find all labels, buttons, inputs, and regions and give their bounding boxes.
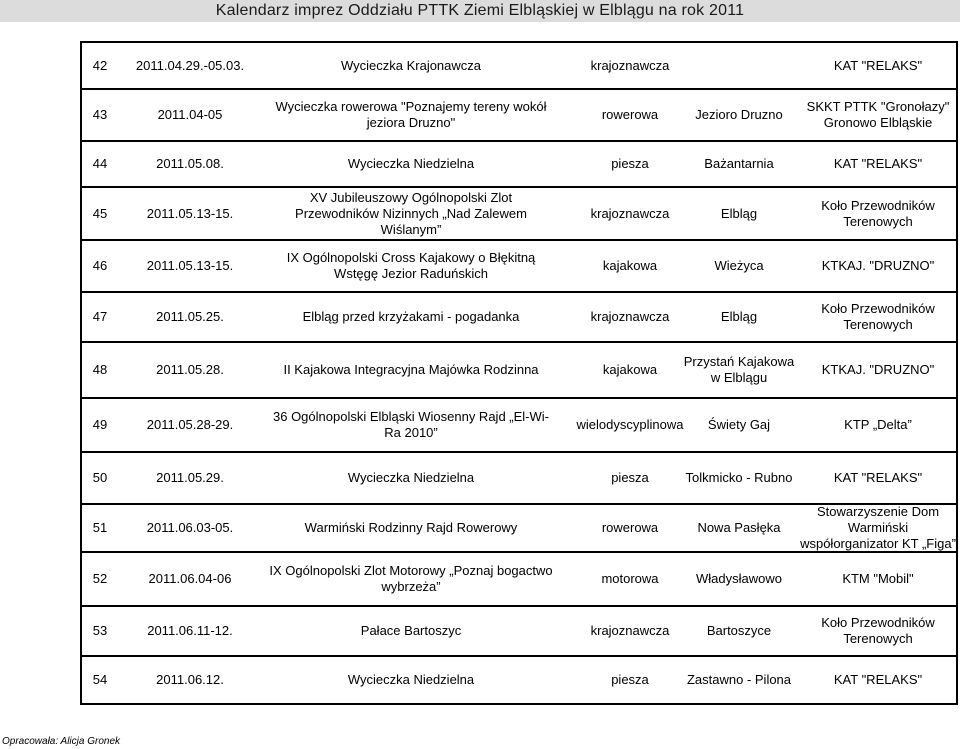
event-name: Wycieczka Niedzielna [347,470,475,485]
event-date: 2011.06.11-12. [147,623,233,638]
event-organizer: KTKAJ. "DRUZNO" [821,362,935,377]
event-organizer: KAT "RELAKS" [833,156,923,171]
event-number: 43 [92,107,108,122]
event-type: motorowa [601,571,659,586]
event-name: IX Ogólnopolski Zlot Motorowy „Poznaj bogactwo wybrzeża” [269,563,553,594]
event-number: 49 [92,417,108,432]
event-date: 2011.06.04-06 [148,571,232,586]
events-table [80,42,958,704]
event-organizer: Koło Przewodników Terenowych [821,197,935,229]
event-place: Elbląg [720,309,758,324]
event-number: 45 [92,205,108,221]
event-name: Warmiński Rodzinny Rajd Rowerowy [304,520,518,535]
event-name: Wycieczka Niedzielna [347,156,475,171]
event-name: Wycieczka Niedzielna [347,672,475,687]
event-place: Jezioro Druzno [695,107,783,122]
event-type: krajoznawcza [590,623,670,638]
event-type: piesza [611,672,649,687]
event-name: Pałace Bartoszyc [360,623,462,638]
event-place: Nowa Pasłęka [697,520,781,535]
event-date: 2011.05.29. [156,470,224,485]
event-type: krajoznawcza [590,205,670,221]
event-organizer: KTP „Delta” [844,417,912,432]
event-type: kajakowa [602,362,658,377]
event-type: krajoznawcza [590,309,670,324]
event-type: kajakowa [602,258,658,273]
event-type: wielodyscyplinowa [576,417,684,432]
event-place: Elbląg [720,205,758,221]
event-date: 2011.06.03-05. [146,520,234,535]
event-number: 46 [92,258,108,273]
event-type: rowerowa [601,520,659,535]
event-date: 2011.05.28. [156,362,224,377]
event-date: 2011.04-05 [157,107,223,122]
event-number: 51 [92,520,108,535]
event-name: Wycieczka Krajonawcza [340,57,482,73]
event-name: IX Ogólnopolski Cross Kajakowy o Błękitną Wstęgę Jezior Raduńskich [286,250,536,281]
event-organizer: KAT "RELAKS" [833,672,923,687]
event-type: piesza [611,470,649,485]
event-number: 48 [92,362,108,377]
event-type: krajoznawcza [590,57,670,73]
event-organizer: KTM "Mobil" [842,571,914,586]
event-organizer: Koło Przewodników Terenowych [821,301,935,332]
event-number: 47 [92,309,108,324]
event-number: 52 [92,571,108,586]
page-title: Kalendarz imprez Oddziału PTTK Ziemi Elbląskiej w Elblągu na rok 2011 [215,2,745,19]
event-type: rowerowa [601,107,659,122]
event-name: Wycieczka rowerowa "Poznajemy tereny wokół jeziora Druzno" [275,99,547,130]
event-date: 2011.05.13-15. [146,205,234,221]
event-place: Tolkmicko - Rubno [685,470,793,485]
event-place: Zastawno - Pilona [686,672,792,687]
event-organizer: Stowarzyszenie Dom Warmiński współorganizator KT „Figa” [800,504,956,551]
event-name: II Kajakowa Integracyjna Majówka Rodzinna [283,362,539,377]
event-place: Przystań Kajakowa w Elblągu [683,354,795,385]
event-number: 54 [92,672,108,687]
event-date: 2011.05.25. [156,309,224,324]
event-name: XV Jubileuszowy Ogólnopolski Zlot Przewodników Nizinnych „Nad Zalewem Wiślanym” [295,189,527,237]
event-place [680,43,798,88]
event-place: Świety Gaj [707,417,771,432]
event-name: Elbląg przed krzyżakami - pogadanka [302,309,520,324]
event-number: 42 [92,57,108,73]
event-date: 2011.05.28-29. [146,417,234,432]
event-place: Bartoszyce [706,623,772,638]
event-organizer: KAT "RELAKS" [833,470,923,485]
event-name: 36 Ogólnopolski Elbląski Wiosenny Rajd „El-Wi-Ra 2010” [273,409,549,440]
event-date: 2011.04.29.-05.03. [135,57,245,73]
event-number: 44 [92,156,108,171]
event-date: 2011.05.13-15. [146,258,234,273]
event-type: piesza [611,156,649,171]
event-number: 53 [92,623,108,638]
footer-credit: Opracowała: Alicja Gronek [2,736,121,747]
event-organizer: KTKAJ. "DRUZNO" [821,258,935,273]
event-date: 2011.06.12. [156,672,224,687]
event-organizer: KAT "RELAKS" [833,57,923,73]
event-organizer: SKKT PTTK "Gronołazy" Gronowo Elbląskie [806,99,950,130]
row-divider [80,703,958,705]
event-place: Bażantarnia [704,156,774,171]
event-date: 2011.05.08. [156,156,224,171]
event-number: 50 [92,470,108,485]
event-place: Władysławowo [696,571,782,586]
event-place: Wieżyca [714,258,764,273]
page-header [0,0,960,22]
event-organizer: Koło Przewodników Terenowych [821,615,935,646]
